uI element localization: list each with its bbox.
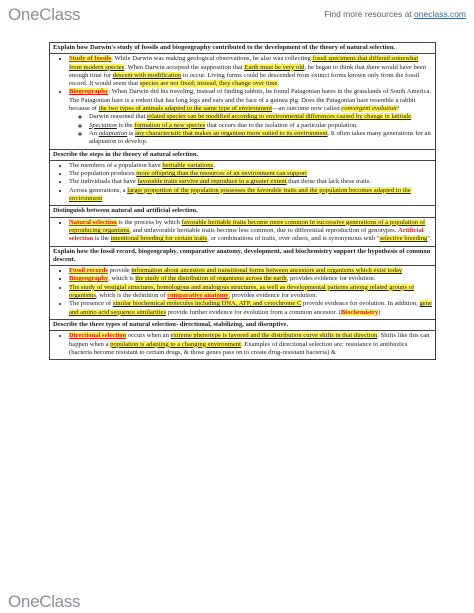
section-heading: Describe the three types of natural selection- directional, stabilizing, and disruptive. (50, 320, 435, 331)
list-item: • Fossil records provide information about ancestors and transitional forms between ancestors and organisms which exist today (69, 267, 432, 275)
section-body (50, 161, 435, 205)
oneclass-logo[interactable]: OneClass (8, 5, 81, 24)
list-item: • The population produces more offspring than the resources of an environment can support (69, 170, 432, 178)
list-item: • Across generations, a larger proportion of the population possesses the favorable traits and the population becomes adapted to the environment (69, 187, 432, 204)
list-item: ◦ Speciation is the formation of a new species that occurs due to the isolation of a particular population. (89, 122, 432, 130)
section-natural-vs-artificial (49, 205, 436, 245)
section-heading: Explain how Darwin's study of fossils and biogeography contributed to the development of the theory of natural selection. (50, 43, 435, 54)
section-natural-selection-steps (49, 149, 436, 206)
study-notes-table (49, 42, 436, 360)
list-item: • The presence of similar biochemical molecules including DNA, ATP, and cytochrome C provide evidence for evolution. In addition, gene and amino acid sequence similarities provide further evidence for evolution from a common ancestor. (Biochemistry) (69, 300, 432, 317)
list-item: • Directional selection occurs when an extreme phenotype is favored and the distribution curve shifts in that direction. Shifts like this can happen when a population is adapting to a changing environment. Examples of directional selection are: resistance to antibiotics (bacteria become resistant to certain drugs, & those genes pass on to create drug-resistant bacteria) & (69, 332, 432, 357)
list-item: ◦ An adaptation is any characteristic that makes an organism more suited to its environment. It often takes many generations for an adaptation to develop. (89, 130, 432, 147)
list-item: ◦ Darwin reasoned that related species can be modified according to environmental differences caused by change in latitude. (89, 113, 432, 121)
list-item: • Biogeography: When Darwin did his traveling, instead of finding rabbits, he found Patagonian hares in the grasslands of South America. The Patagonian hare is a rodent that has long legs and ears and the face of a guinea pig. Does the Patagonian hare resemble a rabbit because of the two types of animals adapted to the same type of environment—an outcome now called convergent evolution? ◦ Darwin reasoned that related species can be modified according to environmental differences caused by change in latitude. ◦ Speciation is the formation of a new species that occurs due to the isolation of a particular population. ◦ An adaptation is any characteristic that makes an organism more suited to its environment. It often takes many generations for an adaptation to develop. (69, 88, 432, 146)
section-body (50, 54, 435, 148)
list-item: • The study of vestigial structures, homologous and analogous structures, as well as developmental patterns among related groups of organisms, which is the definition of comparative anatomy, provides evidence for evolution. (69, 284, 432, 301)
oneclass-link[interactable]: oneclass.com (414, 9, 466, 19)
section-common-descent (49, 246, 436, 319)
section-body (50, 331, 435, 359)
bottom-bar (0, 588, 474, 613)
section-heading: Describe the steps in the theory of natural selection. (50, 150, 435, 161)
list-item: • The individuals that have favorable traits survive and reproduce to a greater extent than those that lack these traits. (69, 178, 432, 186)
list-item: • The members of a population have heritable variations. (69, 162, 432, 170)
oneclass-footer-logo[interactable]: OneClass (8, 592, 81, 611)
section-body (50, 218, 435, 246)
list-item: • Study of fossils: While Darwin was making geological observations, he also was collecting fossil specimens that differed somewhat from modern species. When Darwin accepted the supposition that Earth must be very old, he began to think that there would have been enough time for descent with modification to occur. Living forms could be descended from extinct forms known only from the fossil record. It would seem that species are not fixed; instead, they change over time. (69, 55, 432, 88)
list-item: • Natural selection is the process by which favorable heritable traits become more common in successive generations of a population of reproducing organisms, and unfavorable heritable traits become less common, due to differential reproduction of genotypes. Artificial selection is the intentional breeding for certain traits, or combinations of traits, over others, and is synonymous with "selective breeding". (69, 219, 432, 244)
section-body (50, 266, 435, 319)
section-heading: Distinguish between natural and artificial selection. (50, 206, 435, 217)
top-bar (0, 0, 474, 26)
section-heading: Explain how the fossil record, biogeography, comparative anatomy, development, and biochemistry support the hypothesis of common descent. (50, 247, 435, 267)
header-tagline: Find more resources at oneclass.com (324, 9, 466, 19)
section-darwin-fossils (49, 42, 436, 149)
section-selection-types (49, 319, 436, 360)
list-item: • Biogeography, which is the study of the distribution of organisms across the earth, provides evidence for evolution. (69, 275, 432, 283)
